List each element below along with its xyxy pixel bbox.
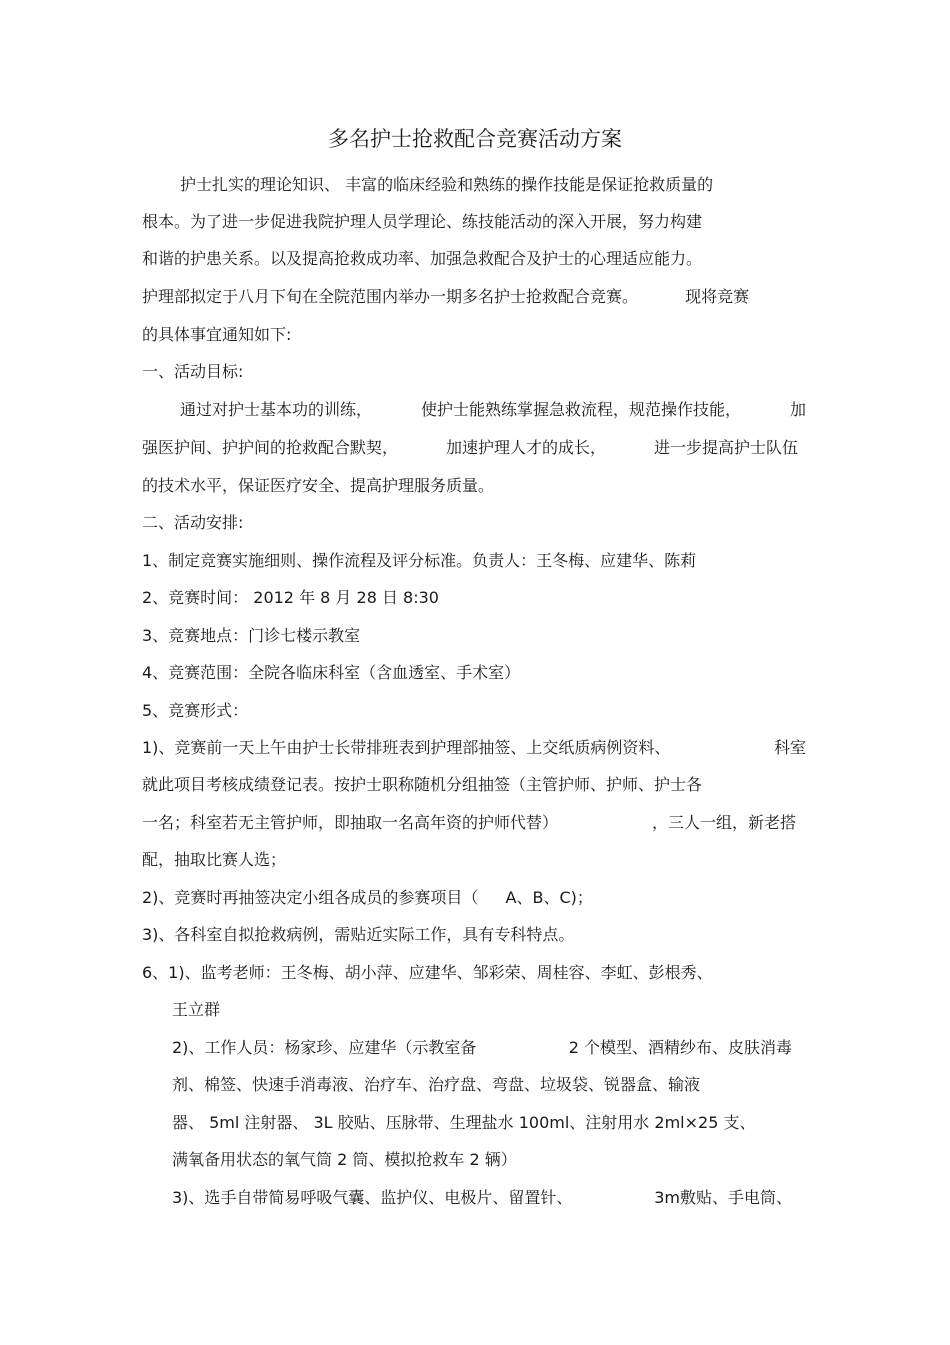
form-line-6: 3)、各科室自拟抢救病例，需贴近实际工作，具有专科特点。 <box>142 925 575 944</box>
intro-line-5: 的具体事宜通知如下: <box>142 325 292 344</box>
intro-line-2: 根本。为了进一步促进我院护理人员学理论、练技能活动的深入开展，努力构建 <box>142 212 703 231</box>
intro-line-1: 护士扎实的理论知识、 丰富的临床经验和熟练的操作技能是保证抢救质量的 <box>180 175 714 194</box>
form-seg-3: 一名；科室若无主管护师，即抽取一名高年资的护师代替） <box>142 813 559 832</box>
section2-heading: 二、活动安排: <box>142 513 244 532</box>
intro-line-4 <box>142 285 749 309</box>
form-seg-1: 1)、竞赛前一天上午由护士长带排班表到护理部抽签、上交纸质病例资料、 <box>142 738 671 757</box>
form-line-5 <box>142 886 593 910</box>
form-seg-6: A、B、C)； <box>505 888 593 907</box>
form-seg-5: 2)、竞赛时再抽签决定小组各成员的参赛项目（ <box>142 888 479 907</box>
item6-seg-3: 3)、选手自带简易呼吸气囊、监护仪、电极片、留置针、 <box>172 1188 573 1207</box>
form-line-3 <box>142 811 796 835</box>
item6-line-6: 满氧备用状态的氧气筒 2 筒、模拟抢救车 2 辆） <box>172 1150 517 1169</box>
intro-line-4-tail: 现将竞赛 <box>685 287 750 306</box>
section1-seg-4: 强医护间、护护间的抢救配合默契， <box>142 438 399 457</box>
item-5: 5、竞赛形式： <box>142 701 249 720</box>
intro-line-3: 和谐的护患关系。以及提高抢救成功率、加强急救配合及护士的心理适应能力。 <box>142 249 703 268</box>
form-line-1 <box>142 736 806 760</box>
section1-seg-1: 通过对护士基本功的训练， <box>180 400 373 419</box>
item6-line-4: 剂、棉签、快速手消毒液、治疗车、治疗盘、弯盘、垃圾袋、锐器盒、输液 <box>172 1075 701 1094</box>
document-title: 多名护士抢救配合竞赛活动方案 <box>328 127 622 151</box>
section1-seg-6: 进一步提高护士队伍 <box>653 438 798 457</box>
form-seg-4: ，三人一组，新老搭 <box>651 813 796 832</box>
item6-line-5: 器、 5ml 注射器、 3L 胶贴、压脉带、生理盐水 100ml、注射用水 2ml×25 支、 <box>172 1113 756 1132</box>
item-2: 2、竞赛时间： 2012 年 8 月 28 日 8:30 <box>142 588 439 607</box>
item6-line-7 <box>172 1186 792 1210</box>
item6-line-3 <box>172 1036 792 1060</box>
intro-line-4-text: 护理部拟定于八月下旬在全院范围内举办一期多名护士抢救配合竞赛。 <box>142 287 639 306</box>
section1-heading: 一、活动目标: <box>142 362 244 381</box>
item6-seg-1: 2)、工作人员：杨家珍、应建华（示教室备 <box>172 1038 477 1057</box>
item6-line-2: 王立群 <box>172 1000 221 1019</box>
section1-line-2 <box>142 436 798 460</box>
section1-seg-5: 加速护理人才的成长， <box>445 438 606 457</box>
item-1: 1、制定竞赛实施细则、操作流程及评分标准。负责人：王冬梅、应建华、陈莉 <box>142 551 697 570</box>
form-line-4: 配，抽取比赛人选； <box>142 850 287 869</box>
form-seg-2: 科室 <box>773 738 806 757</box>
item6-line-1: 6、1)、监考老师：王冬梅、胡小萍、应建华、邹彩荣、周桂容、李虹、彭根秀、 <box>142 963 713 982</box>
item-3: 3、竞赛地点：门诊七楼示教室 <box>142 626 361 645</box>
item6-seg-2: 2 个模型、酒精纱布、皮肤消毒 <box>568 1038 792 1057</box>
section1-line-1 <box>180 398 806 422</box>
section1-seg-3: 加 <box>789 400 806 419</box>
section1-seg-2: 使护士能熟练掌握急救流程，规范操作技能， <box>420 400 741 419</box>
section1-line-3: 的技术水平，保证医疗安全、提高护理服务质量。 <box>142 476 495 495</box>
item-4: 4、竞赛范围：全院各临床科室（含血透室、手术室） <box>142 663 521 682</box>
item6-seg-4: 3m敷贴、手电筒、 <box>654 1188 792 1207</box>
form-line-2: 就此项目考核成绩登记表。按护士职称随机分组抽签（主管护师、护师、护士各 <box>142 775 703 794</box>
